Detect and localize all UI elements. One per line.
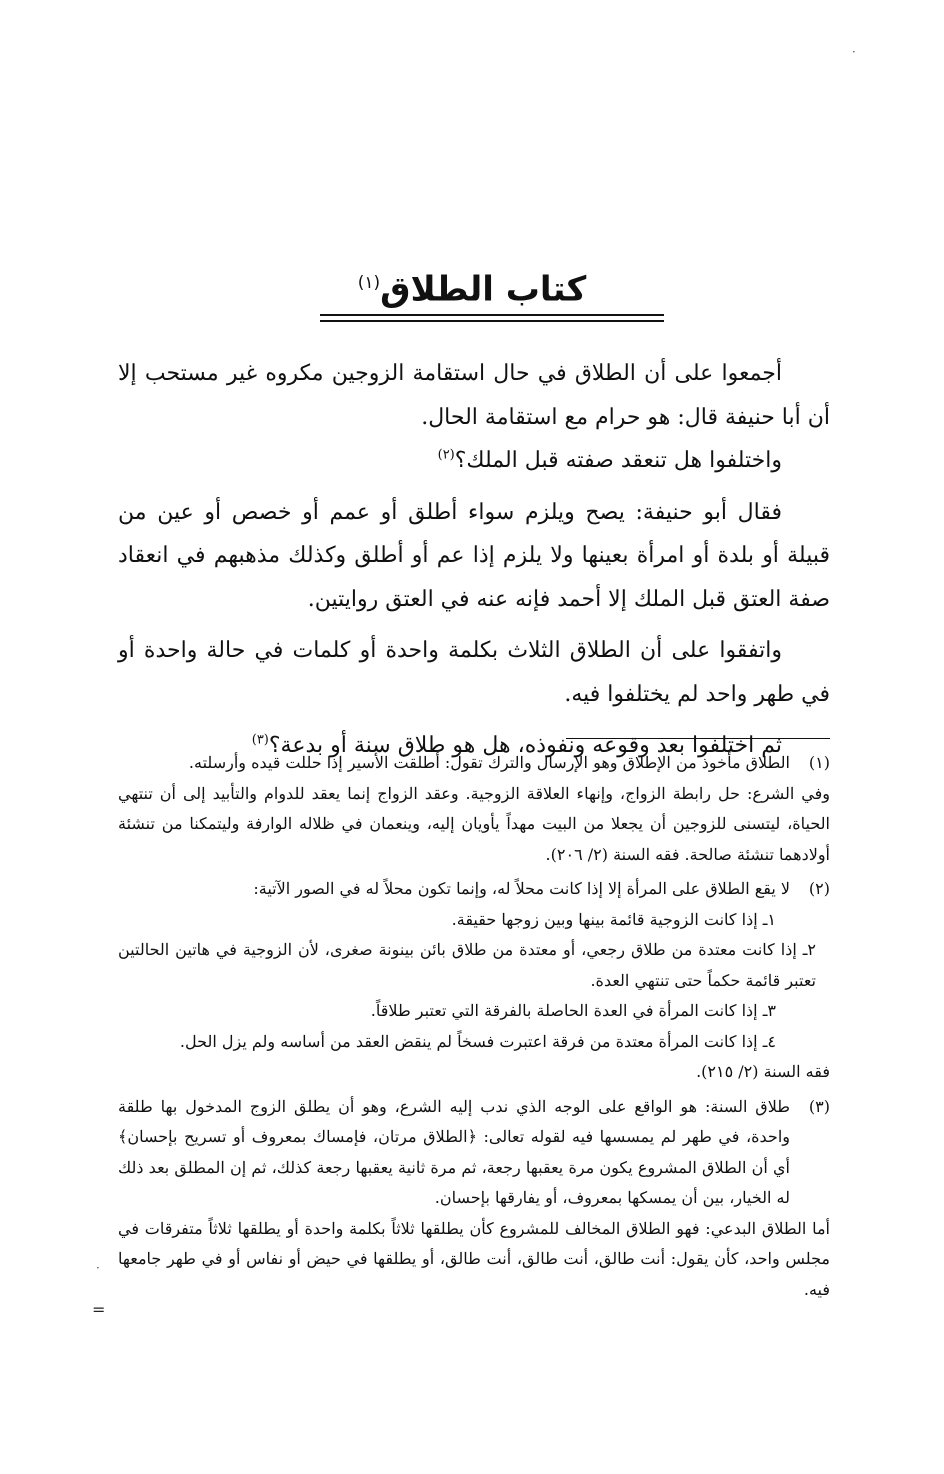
margin-speck: · [96,1261,100,1275]
paragraph-4: واتفقوا على أن الطلاق الثلاث بكلمة واحدة أو كلمات في حالة واحدة أو في طهر واحد لم يختلفوا فيه. [118,638,830,707]
footnote-number: (٣) [808,1096,830,1116]
footnote-body [118,1092,830,1306]
footnote-separator [566,738,830,739]
footnote-line: لا يقع الطلاق على المرأة إلا إذا كانت محلاً له، وإنما تكون محلاً له في الصور الآتية: [253,879,790,898]
footnote-list-item: ٣ـ إذا كانت المرأة في العدة الحاصلة بالفرقة التي تعتبر طلاقاً. [370,1001,776,1020]
footnote-3 [118,1092,830,1306]
footnote-list-item: ٢ـ إذا كانت معتدة من طلاق رجعي، أو معتدة من طلاق بائن بينونة صغرى، لأن الزوجية في هاتين الحالتين تعتبر قائمة حكماً حتى تنتهي العدة. [118,940,817,990]
footnote-2 [118,874,830,1088]
margin-mark: = [92,1300,106,1319]
note-ref-3: (٣) [251,732,269,748]
chapter-title-text: كتاب الطلاق [380,269,587,310]
footnote-line: طلاق السنة: هو الواقع على الوجه الذي ندب إليه الشرع، وهو أن يطلق الزوج المدخول بها طلقة واحدة، في طهر لم يمسسها فيه لقوله تعالى: ﴿الطلاق مرتان، فإمساك بمعروف أو تسريح بإحسان﴾ أي أن الطلاق المشروع يكون مرة يعقبها رجعة، ثم مرة ثانية يعقبها رجعة كذلك، ثم إن المطلق بعد ذلك له الخيار، بين أن يمسكها بمعروف، أو يفارقها بإحسان. [118,1096,790,1207]
chapter-title-note-ref: (١) [357,273,381,293]
note-ref-2: (٢) [437,447,455,463]
paragraph-2 [118,439,830,483]
margin-speck: · [852,45,856,59]
footnote-source: فقه السنة (٢/ ٢١٥). [696,1062,830,1081]
footnote-number: (٢) [808,879,830,898]
footnotes [118,748,830,1305]
chapter-title [0,258,944,314]
footnote-number: (١) [808,753,830,772]
footnote-body [118,748,830,870]
footnote-line: الطلاق مأخوذ من الإطلاق وهو الإرسال والترك تقول: أطلقت الأسير إذا حللت قيده وأرسلته. [188,753,790,772]
paragraph-2-text: واختلفوا هل تنعقد صفته قبل الملك؟ [454,448,782,473]
title-rule-bottom [320,320,664,322]
paragraph-1: أجمعوا على أن الطلاق في حال استقامة الزوجين مكروه غير مستحب إلا أن أبا حنيفة قال: هو حرام مع استقامة الحال. [118,361,830,430]
paragraph-5-text: ثم اختلفوا بعد وقوعه ونفوذه، هل هو طلاق سنة أو بدعة؟ [268,733,782,758]
main-text [118,352,830,768]
paragraph-3: فقال أبو حنيفة: يصح ويلزم سواء أطلق أو عمم أو خصص أو عين من قبيلة أو بلدة أو امرأة بعينها ولا يلزم إذا عم أو أطلق وكذلك مذهبهم في انعقاد صفة العتق قبل الملك إلا أحمد فإنه عنه في العتق روايتين. [118,499,830,612]
title-rule-top [320,314,664,316]
footnote-body [118,874,830,1088]
footnote-1 [118,748,830,870]
footnote-line: أما الطلاق البدعي: فهو الطلاق المخالف للمشروع كأن يطلقها ثلاثاً بكلمة واحدة أو يطلقها ثلاثاً متفرقات في مجلس واحد، كأن يقول: أنت طالق، أنت طالق، أنت طالق، أو يطلقها في حيض أو نفاس أو في طهر جامعها فيه. [118,1218,830,1299]
footnote-list-item: ١ـ إذا كانت الزوجية قائمة بينها وبين زوجها حقيقة. [451,909,776,929]
footnote-list-item: ٤ـ إذا كانت المرأة معتدة من فرقة اعتبرت فسخاً لم ينقض العقد من أساسه ولم يزل الحل. [179,1031,776,1051]
footnote-line: وفي الشرع: حل رابطة الزواج، وإنهاء العلاقة الزوجية. وعقد الزواج إنما يعقد للدوام والتأبيد إلى أن تنتهي الحياة، ليتسنى للزوجين أن يجعلا من البيت مهداً يأويان إليه، وينعمان في ظلاله الوارفة وليتمكنا من تنشئة أولادهما تنشئة صالحة. فقه السنة (٢/ ٢٠٦). [118,783,830,864]
